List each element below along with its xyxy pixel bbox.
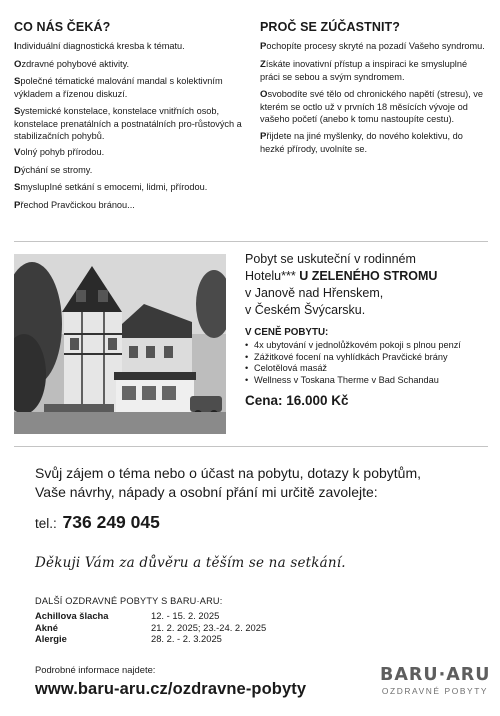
item-initial: P (14, 199, 21, 211)
hotel-photo (14, 254, 226, 434)
phone-number[interactable]: 736 249 045 (62, 512, 160, 532)
other-stays-heading: DALŠÍ OZDRAVNÉ POBYTY S BARU·ARU: (35, 596, 223, 606)
item-text: ochopíte procesy skryté na pozadí Vašeho syndromu. (266, 41, 485, 51)
item-text: ndividuální diagnostická kresba k tématu. (16, 41, 185, 51)
list-item (14, 75, 242, 100)
list-item (14, 199, 242, 212)
other-stay-row (35, 633, 335, 645)
item-initial: S (14, 105, 21, 117)
phone-row (35, 512, 475, 533)
logo-tagline: OZDRAVNÉ POBYTY (381, 686, 489, 696)
why-participate-heading: PROČ SE ZÚČASTNIT? (260, 20, 400, 34)
baru-aru-logo (380, 665, 490, 696)
other-stay-name: Akné (35, 621, 58, 633)
included-heading: V CENĚ POBYTU: (245, 327, 329, 338)
item-initial: V (14, 147, 21, 158)
list-item (14, 164, 242, 177)
item-initial: I (14, 41, 17, 52)
included-list (245, 340, 493, 386)
hotel-description (245, 251, 493, 319)
list-item (260, 58, 488, 83)
thanks-message: Děkuji Vám za důvěru a těším se na setkání. (35, 555, 346, 571)
logo-wordmark: BARU·ARU (380, 665, 491, 685)
other-stays-section (35, 596, 335, 645)
contact-text-line-2: Vaše návrhy, nápady a osobní přání mi určitě zavolejte: (35, 484, 378, 500)
hotel-line-4: v Českém Švýcarsku. (245, 303, 366, 317)
included-item: • 4x ubytování v jednolůžkovém pokoji s plnou penzí (245, 340, 493, 352)
contact-section (35, 464, 475, 571)
item-initial: Z (260, 59, 266, 70)
item-initial: P (260, 131, 267, 142)
list-item (14, 40, 242, 53)
what-awaits-list (14, 40, 242, 212)
website-link[interactable]: www.baru-aru.cz/ozdravne-pobyty (35, 680, 307, 698)
included-item: • Wellness v Toskana Therme v Bad Schandau (245, 375, 493, 387)
hotel-info (245, 251, 493, 408)
other-stay-row (35, 622, 335, 634)
included-item: • Zážitkové focení na vyhlídkách Pravčické brány (245, 352, 493, 364)
other-stay-name: Alergie (35, 633, 67, 645)
hotel-line-3: v Janově nad Hřenskem, (245, 286, 384, 300)
item-text: myslupIné setkání s emocemi, lidmi, přírodou. (20, 182, 208, 192)
phone-label: tel.: (35, 516, 57, 531)
item-initial: S (14, 182, 21, 193)
item-text: ýchání se stromy. (20, 164, 93, 175)
why-participate-list (260, 40, 488, 155)
item-text: řijdete na jiné myšlenky, do nového kolektivu, do hezké přírody, uvolníte se. (260, 131, 463, 154)
item-text: zdravné pohybové aktivity. (21, 58, 130, 69)
item-text: olný pohyb přírodou. (20, 147, 105, 157)
other-stay-dates: 12. - 15. 2. 2025 (151, 610, 220, 621)
item-text: ískáte inovativní přístup a inspiraci ke smysluplné práci se sebou a svým syndromem. (260, 59, 468, 82)
price-label: Cena: 16.000 Kč (245, 393, 349, 409)
list-item (14, 58, 242, 71)
what-awaits-heading: CO NÁS ČEKÁ? (14, 20, 111, 34)
item-text: svobodíte své tělo od chronického napětí (stresu), ve kterém se octlo už v prvních 18 měsících vývoje od vašeho početí (anebo k tomu nastoupíte cestu). (260, 89, 483, 124)
list-item (14, 181, 242, 194)
hotel-line-1: Pobyt se uskuteční v rodinném (245, 252, 416, 266)
contact-text (35, 464, 475, 502)
hotel-line-2: Hotelu*** U ZELENÉHO STROMU (245, 269, 438, 283)
list-item (260, 40, 488, 53)
item-text: ystemické konstelace, konstelace vnitřních osob, konstelace prenatálních a postnatálních pro-růstových a stabilizačních pohybů. (14, 105, 242, 141)
item-initial: O (260, 89, 268, 100)
list-item (260, 88, 488, 125)
other-stay-row (35, 610, 335, 622)
list-item (260, 130, 488, 155)
item-initial: S (14, 76, 21, 87)
other-stay-dates: 28. 2. - 2. 3.2025 (151, 633, 222, 645)
item-initial: P (260, 41, 267, 52)
more-info-label: Podrobné informace najdete: (35, 664, 156, 675)
why-participate-section (260, 20, 488, 160)
divider-bottom (14, 446, 488, 447)
list-item (14, 105, 242, 142)
hotel-name: U ZELENÉHO STROMU (299, 269, 438, 283)
other-stay-dates: 21. 2. 2025; 23.-24. 2. 2025 (151, 621, 267, 633)
other-stays-list (35, 610, 335, 645)
included-item: • Celotělová masáž (245, 363, 493, 375)
other-stay-name: Achillova šlacha (35, 610, 109, 621)
item-initial: D (14, 164, 21, 176)
item-initial: O (14, 58, 22, 70)
divider-top (14, 241, 488, 242)
item-text: polečné tématické malování mandal s kolektivním výkladem a řízenou diskuzí. (14, 76, 223, 99)
what-awaits-section (14, 20, 242, 216)
item-text: řechod Pravčickou bránou... (20, 199, 135, 210)
contact-text-line-1: Svůj zájem o téma nebo o účast na pobytu, dotazy k pobytům, (35, 465, 421, 481)
list-item (14, 146, 242, 159)
